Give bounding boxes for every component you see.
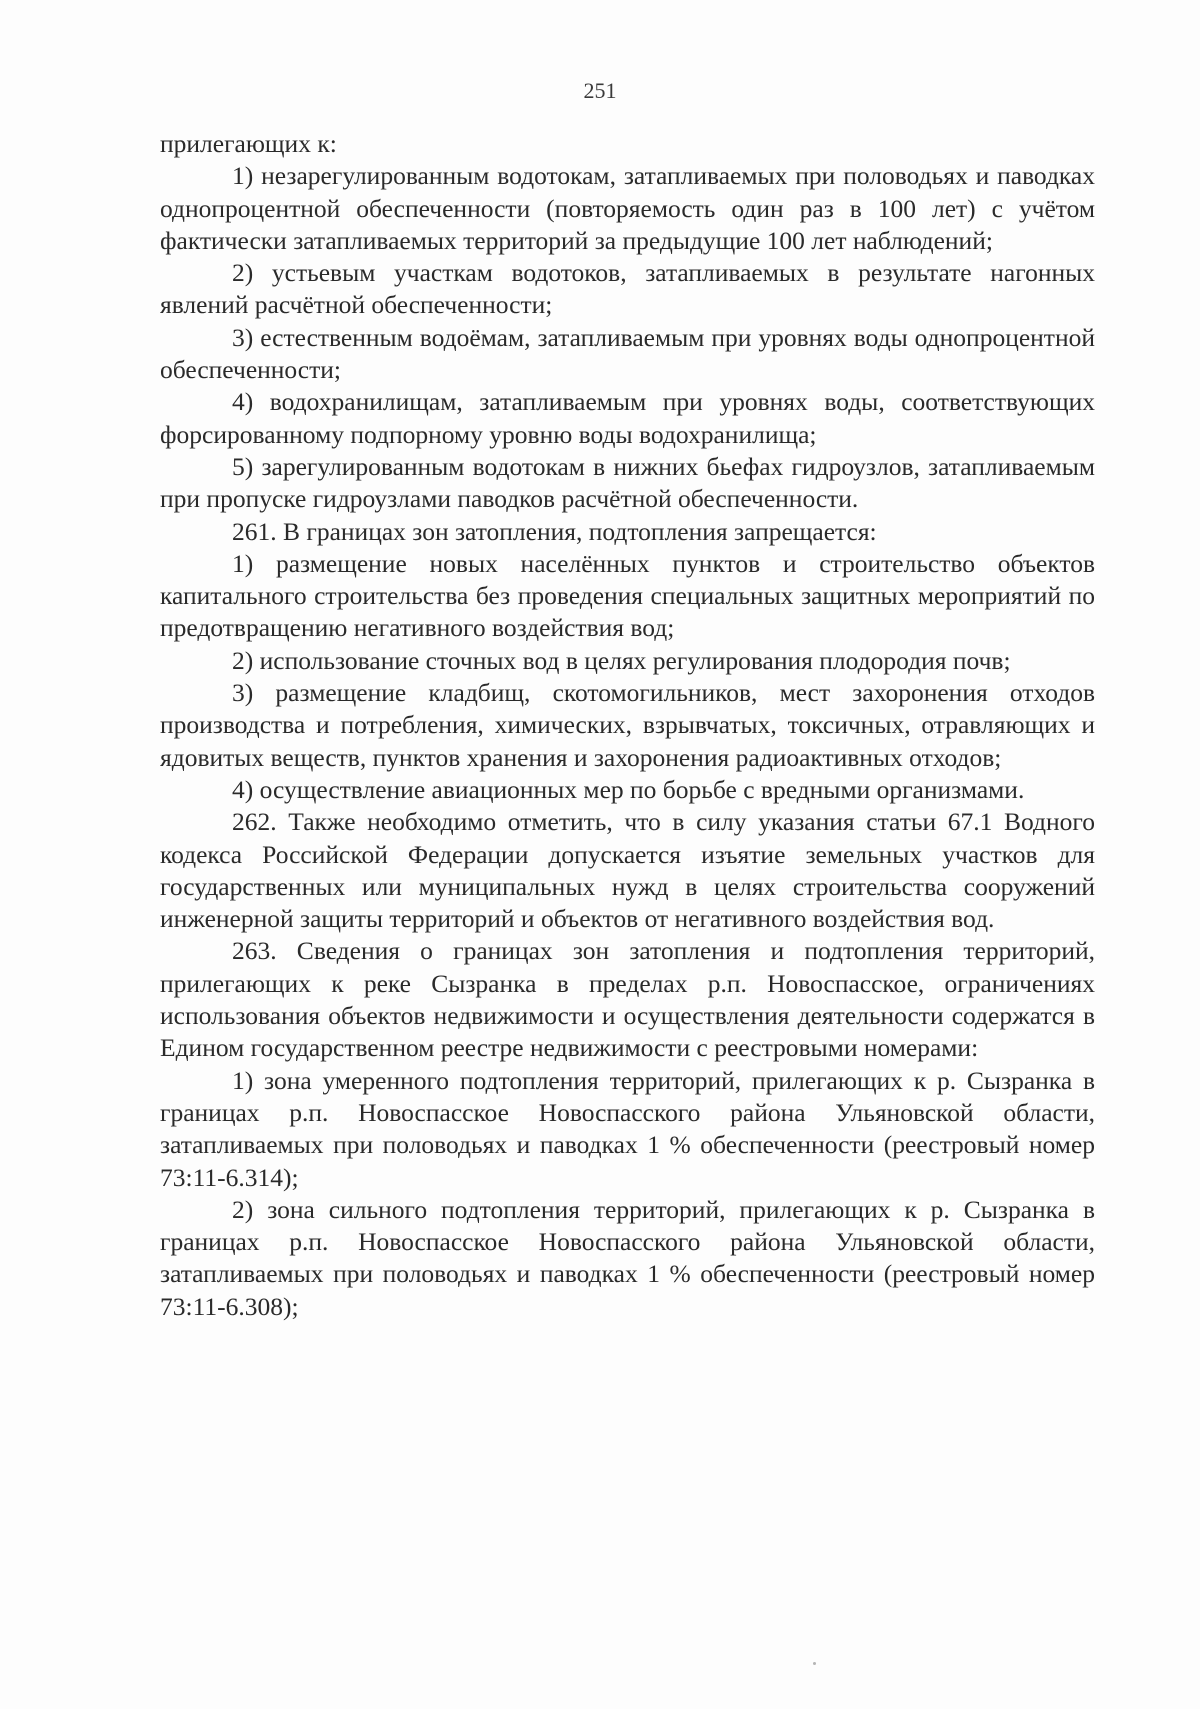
- registry-item-2: 2) зона сильного подтопления территорий, прилегающих к р. Сызранка в границах р.п. Новоспасское Новоспасского района Ульяновской области, затапливаемых при половодьях и паводках 1 % обеспеченности (реестровый номер 73:11-6.308);: [160, 1194, 1095, 1321]
- prohibition-item-4: 4) осуществление авиационных мер по борьбе с вредными организмами.: [232, 774, 1025, 804]
- paragraph-261: 261. В границах зон затопления, подтопления запрещается:: [232, 516, 877, 546]
- document-body: [160, 128, 1095, 1323]
- list-item-4-reservoirs: 4) водохранилищам, затапливаемым при уровнях воды, соответствующих форсированному подпорному уровню воды водохранилища;: [160, 387, 1095, 449]
- scan-speck: [813, 1662, 816, 1665]
- list-item-5-regulated-watercourses: 5) зарегулированным водотокам в нижних бьефах гидроузлов, затапливаемым при пропуске гидроузлами паводков расчётной обеспеченности.: [160, 451, 1095, 514]
- paragraph-263: 263. Сведения о границах зон затопления и подтопления территорий, прилегающих к реке Сызранка в пределах р.п. Новоспасское, ограничениях использования объектов недвижимости и осуществления деятельности содержатся в Едином государственном реестре недвижимости с реестровыми номерами:: [160, 936, 1095, 1063]
- list-item-3-natural-water-bodies: 3) естественным водоёмам, затапливаемым при уровнях воды однопроцентной обеспеченности;: [160, 322, 1095, 385]
- list-item-1-unregulated-watercourses: 1) незарегулированным водотокам, затапливаемых при половодьях и паводках однопроцентной обеспеченности (повторяемость один раз в 100 лет) с учётом фактически затапливаемых территорий за предыдущие 100 лет наблюдений;: [160, 161, 1095, 255]
- paragraph-continuation: прилегающих к:: [160, 129, 337, 158]
- prohibition-item-3: 3) размещение кладбищ, скотомогильников, мест захоронения отходов производства и потребления, химических, взрывчатых, токсичных, отравляющих и ядовитых веществ, пунктов хранения и захоронения радиоактивных отходов;: [160, 678, 1095, 772]
- prohibition-item-2: 2) использование сточных вод в целях регулирования плодородия почв;: [232, 645, 1011, 675]
- list-item-2-estuarine-sections: 2) устьевым участкам водотоков, затапливаемых в результате нагонных явлений расчётной обеспеченности;: [160, 258, 1095, 320]
- registry-item-1: 1) зона умеренного подтопления территорий, прилегающих к р. Сызранка в границах р.п. Новоспасское Новоспасского района Ульяновской области, затапливаемых при половодьях и паводках 1 % обеспеченности (реестровый номер 73:11-6.314);: [160, 1065, 1095, 1192]
- paragraph-262: 262. Также необходимо отметить, что в силу указания статьи 67.1 Водного кодекса Российской Федерации допускается изъятие земельных участков для государственных или муниципальных нужд в целях строительства сооружений инженерной защиты территорий и объектов от негативного воздействия вод.: [160, 807, 1095, 934]
- page-number: 251: [583, 78, 617, 103]
- prohibition-item-1: 1) размещение новых населённых пунктов и строительство объектов капитального строительства без проведения специальных защитных мероприятий по предотвращению негативного воздействия вод;: [160, 548, 1095, 643]
